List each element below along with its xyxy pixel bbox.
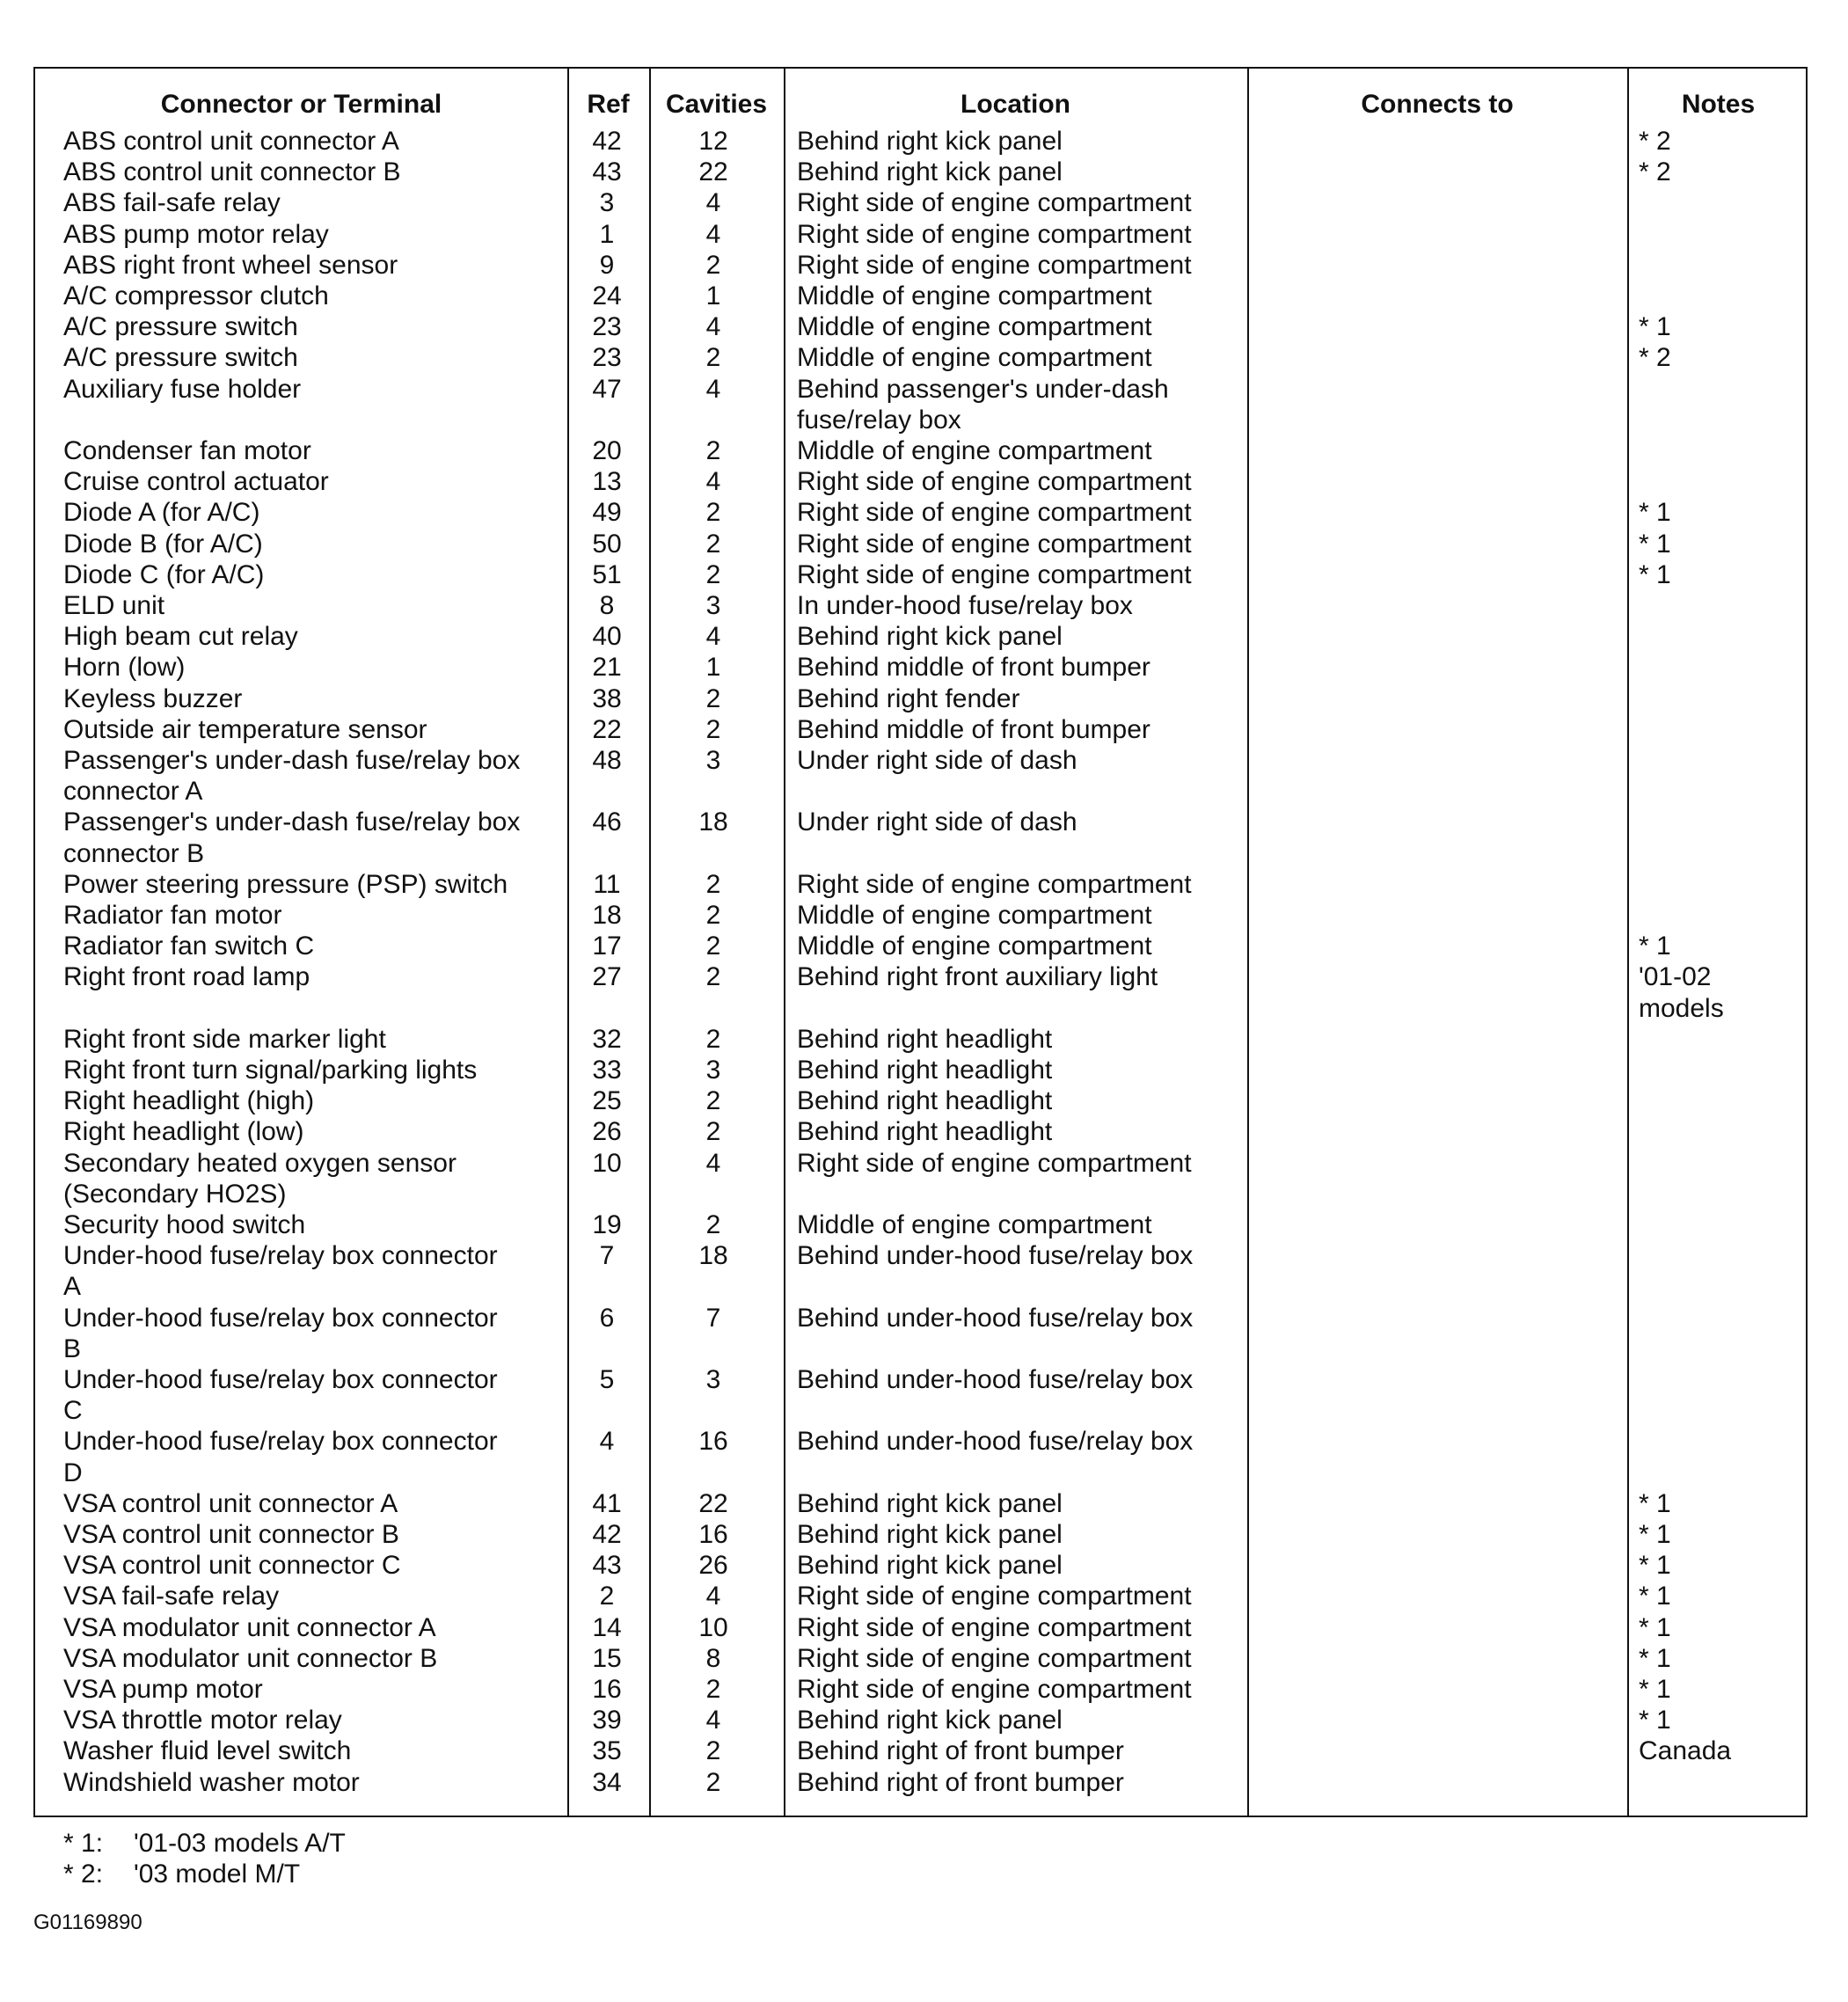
cavities-cell: 3 [705, 1056, 721, 1085]
cavities-cell: 2 [705, 250, 721, 280]
cavities-cell: 18 [698, 807, 728, 837]
notes-cell: * 1 [1639, 1520, 1671, 1549]
connector-cell: Washer fluid level switch [63, 1736, 352, 1766]
ref-cell: 42 [592, 127, 622, 156]
location-cell: Right side of engine compartment [797, 1582, 1192, 1611]
cavities-cell: 12 [698, 127, 728, 156]
ref-cell: 10 [592, 1148, 622, 1178]
cavities-cell: 2 [705, 1736, 721, 1766]
ref-cell: 49 [592, 498, 622, 528]
connector-cell: ABS fail-safe relay [63, 188, 281, 218]
location-cell: Middle of engine compartment [797, 1210, 1152, 1239]
connector-cell: Security hood switch [63, 1210, 306, 1239]
connector-cell: Radiator fan switch C [63, 932, 315, 961]
connector-cell: Passenger's under-dash fuse/relay box [63, 746, 521, 775]
cavities-cell: 4 [705, 1582, 721, 1611]
cavities-cell: 2 [705, 529, 721, 559]
location-cell: Right side of engine compartment [797, 1612, 1192, 1642]
cavities-cell: 2 [705, 559, 721, 589]
cavities-cell: 3 [705, 746, 721, 775]
notes-cell: * 2 [1639, 343, 1671, 373]
notes-cell: * 1 [1639, 529, 1671, 559]
cavities-cell: 22 [698, 1488, 728, 1518]
ref-cell: 43 [592, 157, 622, 187]
location-cell: Right side of engine compartment [797, 1643, 1192, 1673]
location-cell: Behind right front auxiliary light [797, 962, 1158, 992]
notes-cell: * 1 [1639, 932, 1671, 961]
cavities-cell: 2 [705, 932, 721, 961]
notes-cell: * 1 [1639, 1612, 1671, 1642]
cavities-cell: 4 [705, 188, 721, 218]
location-cell: Behind right kick panel [797, 157, 1063, 187]
location-cell: Behind right kick panel [797, 127, 1063, 156]
location-cell: Right side of engine compartment [797, 467, 1192, 497]
location-cell: Right side of engine compartment [797, 1675, 1192, 1704]
location-cell: Behind right kick panel [797, 622, 1063, 652]
connector-cell: VSA throttle motor relay [63, 1706, 342, 1735]
location-cell: fuse/relay box [797, 405, 961, 435]
location-cell: Middle of engine compartment [797, 901, 1152, 930]
footnote-key: * 1: [63, 1829, 104, 1858]
notes-cell: * 1 [1639, 1706, 1671, 1735]
connector-cell: Secondary heated oxygen sensor [63, 1148, 457, 1178]
connector-cell: ELD unit [63, 591, 165, 620]
notes-cell: * 1 [1639, 1582, 1671, 1611]
cavities-cell: 2 [705, 498, 721, 528]
notes-cell: * 1 [1639, 1488, 1671, 1518]
notes-cell: * 1 [1639, 312, 1671, 342]
cavities-cell: 2 [705, 962, 721, 992]
ref-cell: 50 [592, 529, 622, 559]
cavities-cell: 4 [705, 622, 721, 652]
cavities-cell: 4 [705, 1706, 721, 1735]
cavities-cell: 7 [705, 1303, 721, 1333]
ref-cell: 33 [592, 1056, 622, 1085]
notes-cell: * 2 [1639, 127, 1671, 156]
ref-cell: 4 [599, 1427, 615, 1457]
location-cell: Behind right kick panel [797, 1520, 1063, 1549]
connector-cell: Windshield washer motor [63, 1767, 360, 1797]
footnote-text: '01-03 models A/T [134, 1829, 346, 1858]
connector-cell: VSA control unit connector B [63, 1520, 399, 1549]
footnote-key: * 2: [63, 1860, 104, 1889]
header-notes: Notes [1681, 90, 1756, 119]
ref-cell: 18 [592, 901, 622, 930]
cavities-cell: 4 [705, 1148, 721, 1178]
footnote [63, 1828, 346, 1859]
ref-cell: 3 [599, 188, 615, 218]
notes-cell: * 1 [1639, 1551, 1671, 1581]
ref-cell: 5 [599, 1365, 615, 1394]
cavities-cell: 1 [705, 653, 721, 683]
connector-cell: Right front turn signal/parking lights [63, 1056, 478, 1085]
ref-cell: 23 [592, 343, 622, 373]
location-cell: Behind right of front bumper [797, 1736, 1124, 1766]
connector-table [33, 67, 1808, 1817]
cavities-cell: 2 [705, 1210, 721, 1239]
connector-cell: Auxiliary fuse holder [63, 374, 302, 404]
notes-cell: models [1639, 993, 1724, 1023]
column-divider [567, 69, 569, 1816]
location-cell: Behind right headlight [797, 1117, 1053, 1147]
connector-cell: VSA modulator unit connector A [63, 1612, 436, 1642]
connector-cell: Under-hood fuse/relay box connector [63, 1427, 498, 1457]
location-cell: Middle of engine compartment [797, 312, 1152, 342]
cavities-cell: 4 [705, 219, 721, 249]
connector-cell: Cruise control actuator [63, 467, 329, 497]
ref-cell: 11 [593, 869, 621, 899]
notes-cell: * 1 [1639, 1643, 1671, 1673]
location-cell: Behind right fender [797, 683, 1020, 713]
footnote [63, 1859, 346, 1889]
connector-cell: Diode B (for A/C) [63, 529, 263, 559]
connector-cell: Right headlight (low) [63, 1117, 304, 1147]
connector-cell: ABS control unit connector B [63, 157, 401, 187]
connector-cell: Condenser fan motor [63, 436, 311, 465]
location-cell: Behind under-hood fuse/relay box [797, 1427, 1194, 1457]
location-cell: Middle of engine compartment [797, 281, 1152, 311]
header-location: Location [961, 90, 1070, 119]
ref-cell: 23 [592, 312, 622, 342]
column-divider [1247, 69, 1249, 1816]
cavities-cell: 2 [705, 1767, 721, 1797]
ref-cell: 8 [599, 591, 615, 620]
notes-cell: Canada [1639, 1736, 1732, 1766]
connector-cell: VSA control unit connector C [63, 1551, 401, 1581]
location-cell: Behind under-hood fuse/relay box [797, 1365, 1194, 1394]
ref-cell: 24 [592, 281, 622, 311]
connector-cell: Outside air temperature sensor [63, 714, 427, 744]
connector-cell: Diode C (for A/C) [63, 559, 265, 589]
ref-cell: 51 [592, 559, 622, 589]
location-cell: Under right side of dash [797, 807, 1077, 837]
cavities-cell: 2 [705, 869, 721, 899]
location-cell: Behind right kick panel [797, 1706, 1063, 1735]
connector-cell: VSA fail-safe relay [63, 1582, 280, 1611]
cavities-cell: 2 [705, 714, 721, 744]
ref-cell: 27 [592, 962, 622, 992]
notes-cell: * 1 [1639, 1675, 1671, 1704]
ref-cell: 17 [592, 932, 622, 961]
connector-cell: A/C pressure switch [63, 312, 298, 342]
cavities-cell: 2 [705, 683, 721, 713]
location-cell: Middle of engine compartment [797, 932, 1152, 961]
location-cell: Behind under-hood fuse/relay box [797, 1303, 1194, 1333]
ref-cell: 42 [592, 1520, 622, 1549]
ref-cell: 48 [592, 746, 622, 775]
connector-cell: A/C pressure switch [63, 343, 298, 373]
connector-cell: Right front side marker light [63, 1024, 386, 1054]
cavities-cell: 10 [698, 1612, 728, 1642]
connector-cell: C [63, 1396, 83, 1426]
cavities-cell: 22 [698, 157, 728, 187]
column-divider [649, 69, 651, 1816]
location-cell: Under right side of dash [797, 746, 1077, 775]
notes-cell: '01-02 [1639, 962, 1712, 992]
cavities-cell: 2 [705, 1024, 721, 1054]
connector-cell: Diode A (for A/C) [63, 498, 260, 528]
cavities-cell: 4 [705, 312, 721, 342]
ref-cell: 39 [592, 1706, 622, 1735]
connector-cell: Under-hood fuse/relay box connector [63, 1303, 498, 1333]
ref-cell: 34 [592, 1767, 622, 1797]
header-connects-to: Connects to [1361, 90, 1514, 119]
cavities-cell: 2 [705, 343, 721, 373]
location-cell: Behind middle of front bumper [797, 714, 1150, 744]
ref-cell: 6 [599, 1303, 615, 1333]
location-cell: Right side of engine compartment [797, 498, 1192, 528]
ref-cell: 41 [592, 1488, 622, 1518]
footnotes [63, 1828, 346, 1889]
ref-cell: 1 [599, 219, 615, 249]
figure-id: G01169890 [33, 1911, 142, 1934]
ref-cell: 7 [599, 1241, 615, 1271]
cavities-cell: 2 [705, 1117, 721, 1147]
connector-cell: connector B [63, 838, 205, 868]
cavities-cell: 16 [698, 1427, 728, 1457]
cavities-cell: 2 [705, 901, 721, 930]
location-cell: Behind right headlight [797, 1024, 1053, 1054]
connector-cell: Under-hood fuse/relay box connector [63, 1241, 498, 1271]
connector-cell: Power steering pressure (PSP) switch [63, 869, 508, 899]
location-cell: In under-hood fuse/relay box [797, 591, 1133, 620]
cavities-cell: 3 [705, 1365, 721, 1394]
location-cell: Right side of engine compartment [797, 188, 1192, 218]
header-connector: Connector or Terminal [160, 90, 442, 119]
ref-cell: 22 [592, 714, 622, 744]
ref-cell: 2 [599, 1582, 615, 1611]
notes-cell: * 1 [1639, 498, 1671, 528]
ref-cell: 47 [592, 374, 622, 404]
cavities-cell: 8 [705, 1643, 721, 1673]
ref-cell: 25 [592, 1086, 622, 1116]
location-cell: Right side of engine compartment [797, 219, 1192, 249]
location-cell: Right side of engine compartment [797, 559, 1192, 589]
connector-cell: B [63, 1333, 82, 1363]
connector-cell: Under-hood fuse/relay box connector [63, 1365, 498, 1394]
connector-cell: High beam cut relay [63, 622, 298, 652]
cavities-cell: 1 [705, 281, 721, 311]
connector-cell: (Secondary HO2S) [63, 1179, 287, 1209]
location-cell: Right side of engine compartment [797, 529, 1192, 559]
cavities-cell: 2 [705, 1675, 721, 1704]
connector-cell: Passenger's under-dash fuse/relay box [63, 807, 521, 837]
notes-cell: * 1 [1639, 559, 1671, 589]
notes-cell: * 2 [1639, 157, 1671, 187]
connector-cell: ABS right front wheel sensor [63, 250, 398, 280]
connector-cell: ABS pump motor relay [63, 219, 329, 249]
ref-cell: 19 [592, 1210, 622, 1239]
ref-cell: 13 [592, 467, 622, 497]
location-cell: Behind right headlight [797, 1086, 1053, 1116]
connector-cell: Radiator fan motor [63, 901, 282, 930]
footnote-text: '03 model M/T [134, 1860, 301, 1889]
connector-cell: Right headlight (high) [63, 1086, 315, 1116]
cavities-cell: 3 [705, 591, 721, 620]
cavities-cell: 16 [698, 1520, 728, 1549]
connector-cell: Horn (low) [63, 653, 186, 683]
connector-cell: VSA control unit connector A [63, 1488, 398, 1518]
location-cell: Behind passenger's under-dash [797, 374, 1169, 404]
ref-cell: 9 [599, 250, 615, 280]
ref-cell: 14 [592, 1612, 622, 1642]
ref-cell: 21 [592, 653, 622, 683]
ref-cell: 15 [592, 1643, 622, 1673]
location-cell: Right side of engine compartment [797, 1148, 1192, 1178]
location-cell: Middle of engine compartment [797, 436, 1152, 465]
location-cell: Behind right kick panel [797, 1551, 1063, 1581]
ref-cell: 40 [592, 622, 622, 652]
cavities-cell: 4 [705, 374, 721, 404]
cavities-cell: 26 [698, 1551, 728, 1581]
connector-cell: A/C compressor clutch [63, 281, 329, 311]
header-cavities: Cavities [665, 90, 768, 119]
connector-cell: ABS control unit connector A [63, 127, 399, 156]
location-cell: Behind right kick panel [797, 1488, 1063, 1518]
ref-cell: 20 [592, 436, 622, 465]
connector-cell: D [63, 1458, 83, 1487]
header-ref: Ref [587, 90, 630, 119]
connector-cell: Keyless buzzer [63, 683, 243, 713]
cavities-cell: 2 [705, 436, 721, 465]
cavities-cell: 18 [698, 1241, 728, 1271]
connector-cell: VSA pump motor [63, 1675, 263, 1704]
cavities-cell: 4 [705, 467, 721, 497]
connector-cell: VSA modulator unit connector B [63, 1643, 438, 1673]
column-divider [1627, 69, 1629, 1816]
ref-cell: 43 [592, 1551, 622, 1581]
location-cell: Behind middle of front bumper [797, 653, 1150, 683]
location-cell: Middle of engine compartment [797, 343, 1152, 373]
connector-cell: A [63, 1272, 82, 1302]
ref-cell: 35 [592, 1736, 622, 1766]
connector-cell: connector A [63, 777, 203, 807]
connector-cell: Right front road lamp [63, 962, 310, 992]
column-divider [784, 69, 785, 1816]
location-cell: Behind under-hood fuse/relay box [797, 1241, 1194, 1271]
ref-cell: 38 [592, 683, 622, 713]
cavities-cell: 2 [705, 1086, 721, 1116]
location-cell: Right side of engine compartment [797, 869, 1192, 899]
ref-cell: 16 [592, 1675, 622, 1704]
location-cell: Right side of engine compartment [797, 250, 1192, 280]
location-cell: Behind right headlight [797, 1056, 1053, 1085]
ref-cell: 26 [592, 1117, 622, 1147]
ref-cell: 46 [592, 807, 622, 837]
location-cell: Behind right of front bumper [797, 1767, 1124, 1797]
ref-cell: 32 [592, 1024, 622, 1054]
